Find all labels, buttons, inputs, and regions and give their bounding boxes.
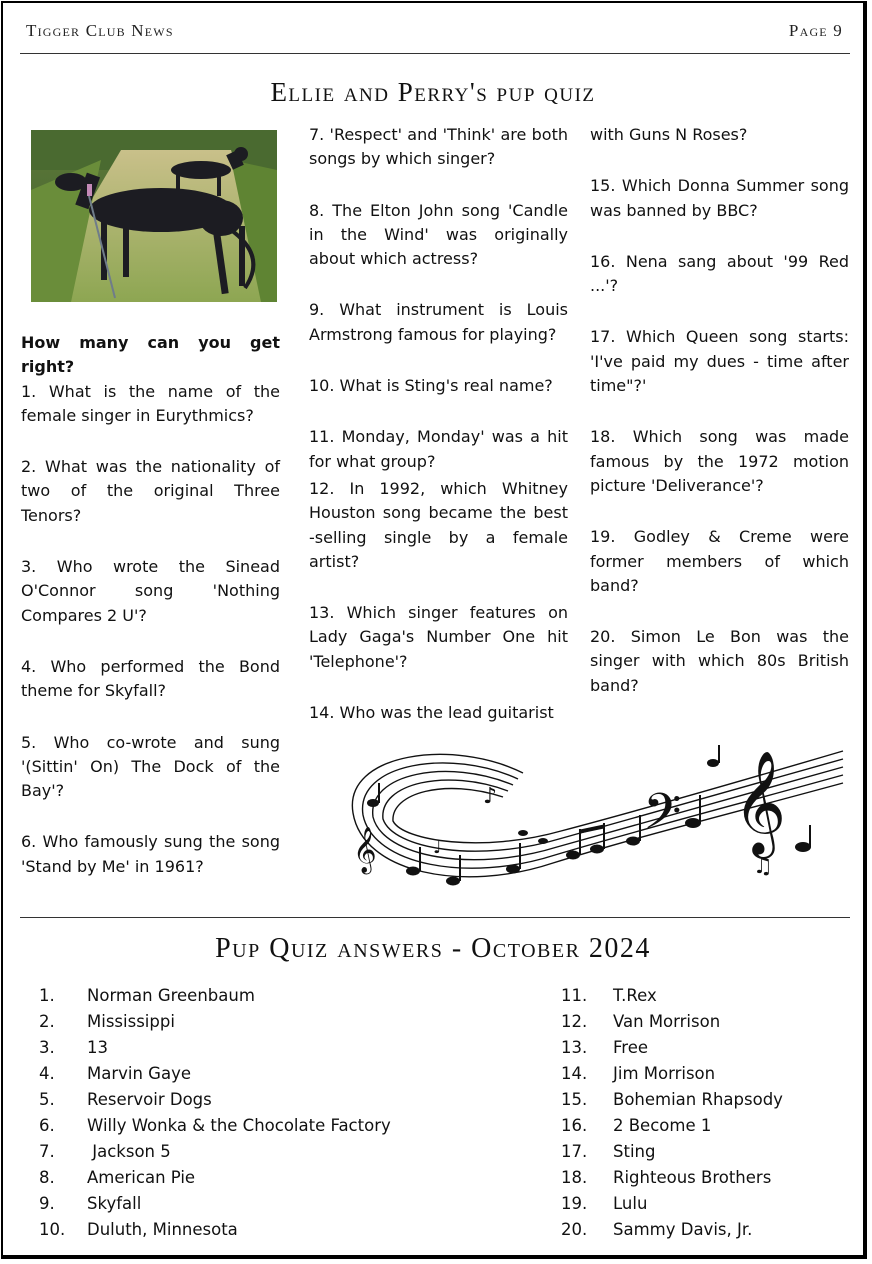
answer-number: 13.: [561, 1038, 588, 1057]
greyhound-photo: [31, 130, 277, 302]
question-3: 3. Who wrote the Sinead O'Connor song 'Nothing Compares 2 U'?: [21, 557, 280, 625]
svg-text:♪: ♪: [483, 784, 498, 809]
answer-row: [39, 1087, 391, 1113]
answers-rule: [20, 917, 850, 918]
answer-text: Sammy Davis, Jr.: [613, 1220, 753, 1239]
answer-number: 6.: [39, 1116, 55, 1135]
music-staff-illustration: [333, 743, 853, 903]
answer-row: [561, 1217, 783, 1243]
answer-text: Marvin Gaye: [87, 1064, 191, 1083]
answer-row: [39, 1165, 391, 1191]
answer-number: 17.: [561, 1142, 588, 1161]
music-notes-icon: [333, 743, 853, 903]
svg-text:♫: ♫: [753, 854, 773, 879]
question-4: 4. Who performed the Bond theme for Skyfall?: [21, 656, 280, 701]
answer-number: 16.: [561, 1116, 588, 1135]
answer-row: [39, 983, 391, 1009]
answer-row: [561, 1009, 783, 1035]
answer-row: [561, 1139, 783, 1165]
answer-text: Reservoir Dogs: [87, 1090, 212, 1109]
question-20: 20. Simon Le Bon was the singer with which 80s British band?: [590, 627, 849, 695]
answer-number: 2.: [39, 1012, 55, 1031]
question-13: 13. Which singer features on Lady Gaga's Number One hit 'Telephone'?: [309, 603, 568, 671]
answer-text: T.Rex: [613, 986, 657, 1005]
greyhound-image: [31, 130, 277, 302]
answer-number: 10.: [39, 1220, 66, 1239]
questions-column-2: [309, 123, 568, 752]
answer-row: [39, 1035, 391, 1061]
answer-text: Jim Morrison: [613, 1064, 716, 1083]
question-14-continued: with Guns N Roses?: [590, 125, 748, 144]
svg-text:𝄞: 𝄞: [733, 750, 787, 855]
header-rule: [20, 53, 850, 54]
answer-row: [561, 1113, 783, 1139]
answer-row: [39, 1061, 391, 1087]
answer-number: 15.: [561, 1090, 588, 1109]
question-10: 10. What is Sting's real name?: [309, 376, 553, 396]
question-14: 14. Who was the lead guitarist: [309, 703, 554, 723]
question-8: 8. The Elton John song 'Candle in the Wind' was originally about which actress?: [309, 200, 568, 269]
answer-number: 11.: [561, 986, 588, 1005]
answer-text: Lulu: [613, 1194, 648, 1213]
answer-text: Free: [613, 1038, 649, 1057]
answer-row: [561, 1165, 783, 1191]
answers-list-left: [39, 983, 391, 1243]
question-18: 18. Which song was made famous by the 1972 motion picture 'Deliverance'?: [590, 427, 849, 495]
question-2: 2. What was the nationality of two of the original Three Tenors?: [21, 457, 280, 525]
answer-number: 14.: [561, 1064, 588, 1083]
answer-row: [561, 1191, 783, 1217]
svg-text:𝄞: 𝄞: [353, 827, 377, 873]
answer-row: [39, 1217, 391, 1243]
questions-column-1: [21, 331, 280, 906]
answer-row: [561, 1035, 783, 1061]
answers-title: Pup Quiz answers - October 2024: [215, 933, 651, 964]
question-15: 15. Which Donna Summer song was banned by BBC?: [590, 176, 849, 220]
questions-column-3: [590, 123, 849, 725]
quiz-subheading: How many can you get right?: [21, 333, 280, 377]
question-7: 7. 'Respect' and 'Think' are both songs by which singer?: [309, 125, 568, 169]
answer-row: [561, 1087, 783, 1113]
answer-text: Van Morrison: [613, 1012, 721, 1031]
svg-text:♩: ♩: [433, 837, 442, 858]
answer-number: 9.: [39, 1194, 55, 1213]
question-1: 1. What is the name of the female singer in Eurythmics?: [21, 381, 280, 425]
answer-number: 8.: [39, 1168, 55, 1187]
question-5: 5. Who co-wrote and sung '(Sittin' On) The Dock of the Bay'?: [21, 732, 280, 801]
page-number: Page 9: [788, 21, 843, 40]
answer-row: [561, 983, 783, 1009]
answer-text: 2 Become 1: [613, 1116, 712, 1135]
answer-number: 5.: [39, 1090, 55, 1109]
answer-text: Righteous Brothers: [613, 1168, 772, 1187]
question-12: 12. In 1992, which Whitney Houston song became the best -selling single by a female artist?: [309, 478, 568, 571]
question-19: 19. Godley & Creme were former members of which band?: [590, 527, 849, 595]
answer-row: [39, 1191, 391, 1217]
answer-text: Willy Wonka & the Chocolate Factory: [87, 1116, 391, 1135]
answer-text: 13: [87, 1038, 108, 1057]
answer-text: Mississippi: [87, 1012, 175, 1031]
answer-text: Jackson 5: [87, 1142, 171, 1161]
answer-number: 7.: [39, 1142, 55, 1161]
answer-number: 18.: [561, 1168, 588, 1187]
answer-number: 19.: [561, 1194, 588, 1213]
answer-text: Norman Greenbaum: [87, 986, 255, 1005]
question-17: 17. Which Queen song starts: 'I've paid my dues - time after time"?': [590, 327, 849, 396]
answer-text: Sting: [613, 1142, 656, 1161]
answers-list-right: [561, 983, 783, 1243]
question-6: 6. Who famously sung the song 'Stand by Me' in 1961?: [21, 832, 280, 876]
answer-row: [39, 1113, 391, 1139]
question-9: 9. What instrument is Louis Armstrong famous for playing?: [309, 300, 568, 344]
answer-number: 4.: [39, 1064, 55, 1083]
answer-row: [39, 1139, 391, 1165]
answer-text: Skyfall: [87, 1194, 142, 1213]
answer-text: American Pie: [87, 1168, 196, 1187]
svg-text:𝄢: 𝄢: [643, 783, 682, 853]
publication-name: Tigger Club News: [26, 21, 174, 40]
question-11: 11. Monday, Monday' was a hit for what group?: [309, 427, 568, 471]
question-16: 16. Nena sang about '99 Red ...'?: [590, 251, 849, 296]
answer-number: 3.: [39, 1038, 55, 1057]
answer-text: Bohemian Rhapsody: [613, 1090, 783, 1109]
answer-row: [561, 1061, 783, 1087]
newsletter-page: [1, 1, 867, 1259]
answer-number: 20.: [561, 1220, 588, 1239]
answer-number: 12.: [561, 1012, 588, 1031]
answer-number: 1.: [39, 986, 55, 1005]
answer-row: [39, 1009, 391, 1035]
quiz-title: Ellie and Perry's pup quiz: [270, 77, 596, 107]
answer-text: Duluth, Minnesota: [87, 1220, 238, 1239]
